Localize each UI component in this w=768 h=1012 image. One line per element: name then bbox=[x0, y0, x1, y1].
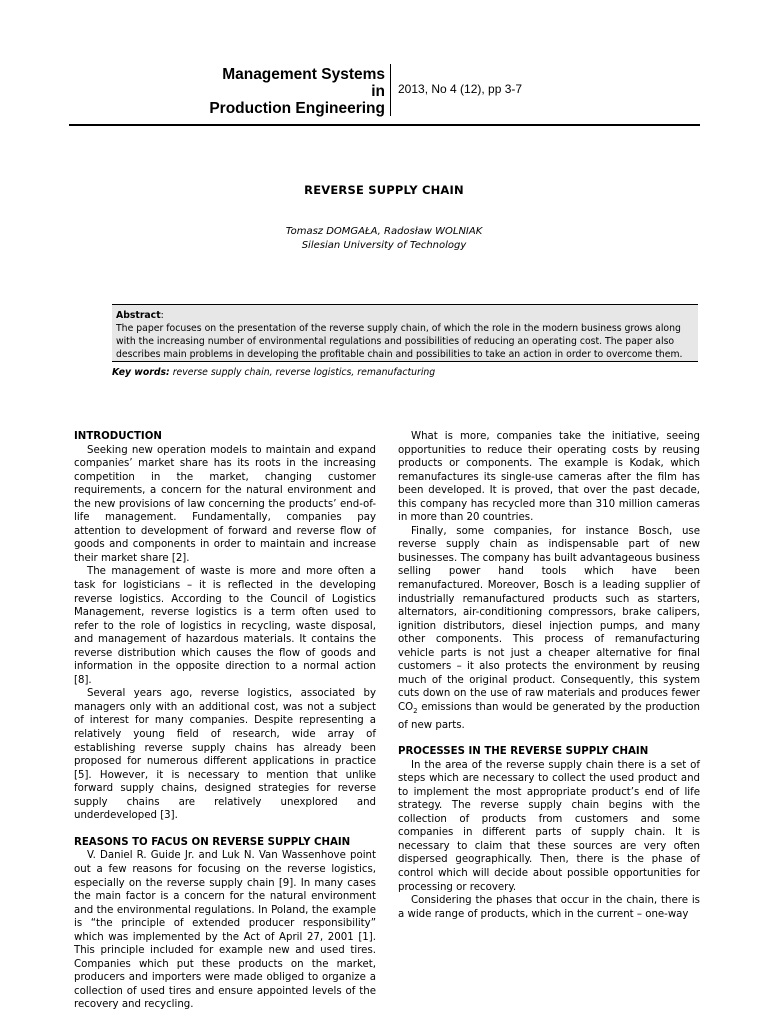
affiliation: Silesian University of Technology bbox=[301, 240, 467, 251]
co2-subscript: 2 bbox=[413, 706, 418, 715]
reasons-paragraph-3-end: emissions than would be generated by the production of new parts. bbox=[398, 701, 700, 731]
abstract-text: The paper focuses on the presentation of the reverse supply chain, of which the role in the modern business grows along with the increasing number of environmental regulations and possibilities of reducing an operating cost. The paper also describes main problems in developing the profitable chain and possibilities to take an action in order to overcome them. bbox=[116, 323, 683, 360]
journal-name-line1: Management Systems bbox=[222, 66, 385, 83]
section-heading-introduction: INTRODUCTION bbox=[74, 431, 162, 442]
section-heading-processes: PROCESSES IN THE REVERSE SUPPLY CHAIN bbox=[398, 746, 649, 758]
reasons-paragraph-3 bbox=[398, 525, 700, 732]
article-title: REVERSE SUPPLY CHAIN bbox=[304, 183, 464, 197]
abstract-label-colon: : bbox=[160, 310, 164, 321]
keywords-text: reverse supply chain, reverse logistics, remanufacturing bbox=[172, 367, 436, 378]
journal-name bbox=[150, 66, 385, 117]
abstract-box bbox=[112, 304, 698, 362]
reasons-paragraph-1: V. Daniel R. Guide Jr. and Luk N. Van Wassenhove point out a few reasons for focusing on the reverse logistics, especially on the reverse supply chain [9]. In many cases the main factor is a concern for the natural environment and the environmental regulations. In Poland, the example is “the principle of extended producer responsibility” which was implemented by the Act of April 27, 2001 [1]. This principle included for example new and used tires. Companies which put these products on the market, producers and importers were made obliged to organize a collection of used tires and ensure appointed levels of the recovery and recycling. bbox=[74, 850, 376, 1011]
processes-paragraph-1: In the area of the reverse supply chain there is a set of steps which are necessary to collect the used product and to implement the most appropriate product’s end of life strategy. The reverse supply chain begins with the collection of products from customers and some companies in different parts of supply chain. It is necessary to claim that these sources are very often dispersed geographically. Then, there is the phase of control which will decide about possible opportunities for processing or recovery. bbox=[398, 759, 700, 893]
author-block bbox=[0, 225, 768, 253]
citation: 2013, No 4 (12), pp 3-7 bbox=[398, 82, 523, 96]
journal-name-line2: in bbox=[371, 83, 385, 100]
journal-name-line3: Production Engineering bbox=[209, 100, 385, 117]
keywords bbox=[112, 366, 698, 379]
authors: Tomasz DOMGAŁA, Radosław WOLNIAK bbox=[285, 226, 483, 237]
reasons-paragraph-2: What is more, companies take the initiative, seeing opportunities to reduce their operating costs by reusing products or components. The example is Kodak, which remanufactures its single-use cameras after the film has been developed. It is proved, that over the past decade, this company has recycled more than 310 million cameras in more than 20 countries. bbox=[398, 431, 700, 524]
intro-paragraph-1: Seeking new operation models to maintain and expand companies’ market share has its roots in the increasing competition in the market, changing customer requirements, a concern for the natural environment and the new provisions of law concerning the products’ end-of-life management. Fundamentally, companies pay attention to development of forward and reverse flow of goods and components in order to maintain and increase their market share [2]. bbox=[74, 444, 376, 564]
intro-paragraph-3: Several years ago, reverse logistics, associated by managers only with an additional cost, was not a subject of interest for many companies. Despite representing a relatively young field of research, wide array of establishing reverse supply chains has already been proposed for numerous different applications in practice [5]. However, it is necessary to mention that unlike forward supply chains, designed strategies for reverse supply chains are relatively unexplored and underdeveloped [3]. bbox=[74, 688, 376, 822]
processes-paragraph-2: Considering the phases that occur in the chain, there is a wide range of products, which in the current – one-way bbox=[398, 895, 700, 920]
header-rule bbox=[69, 124, 700, 126]
section-heading-reasons: REASONS TO FACUS ON REVERSE SUPPLY CHAIN bbox=[74, 836, 351, 848]
abstract-label: Abstract bbox=[116, 310, 161, 321]
right-column bbox=[398, 430, 700, 921]
left-column bbox=[74, 430, 376, 1012]
intro-paragraph-2: The management of waste is more and more often a task for logisticians – it is reflected in the developing reverse logistics. According to the Council of Logistics Management, reverse logistics is a term often used to refer to the role of logistics in recycling, waste disposal, and management of hazardous materials. It contains the reverse distribution which causes the flow of goods and information in the opposite direction to a normal action [8]. bbox=[74, 566, 376, 686]
keywords-label: Key words: bbox=[112, 367, 170, 378]
header-divider bbox=[390, 64, 391, 116]
reasons-paragraph-3-text: Finally, some companies, for instance Bosch, use reverse supply chain as indispensable part of new businesses. The company has built advantageous business selling power hand tools which have been remanufactured. Moreover, Bosch is a leading supplier of industrially remanufactured products such as starters, alternators, air-conditioning compressors, brake calipers, ignition distributors, diesel injection pumps, and many other components. This process of remanufacturing vehicle parts is not just a cheaper alternative for final customers – it also protects the environment by reusing much of the original product. Consequently, this system cuts down on the use of raw materials and produces fewer CO bbox=[398, 525, 700, 713]
